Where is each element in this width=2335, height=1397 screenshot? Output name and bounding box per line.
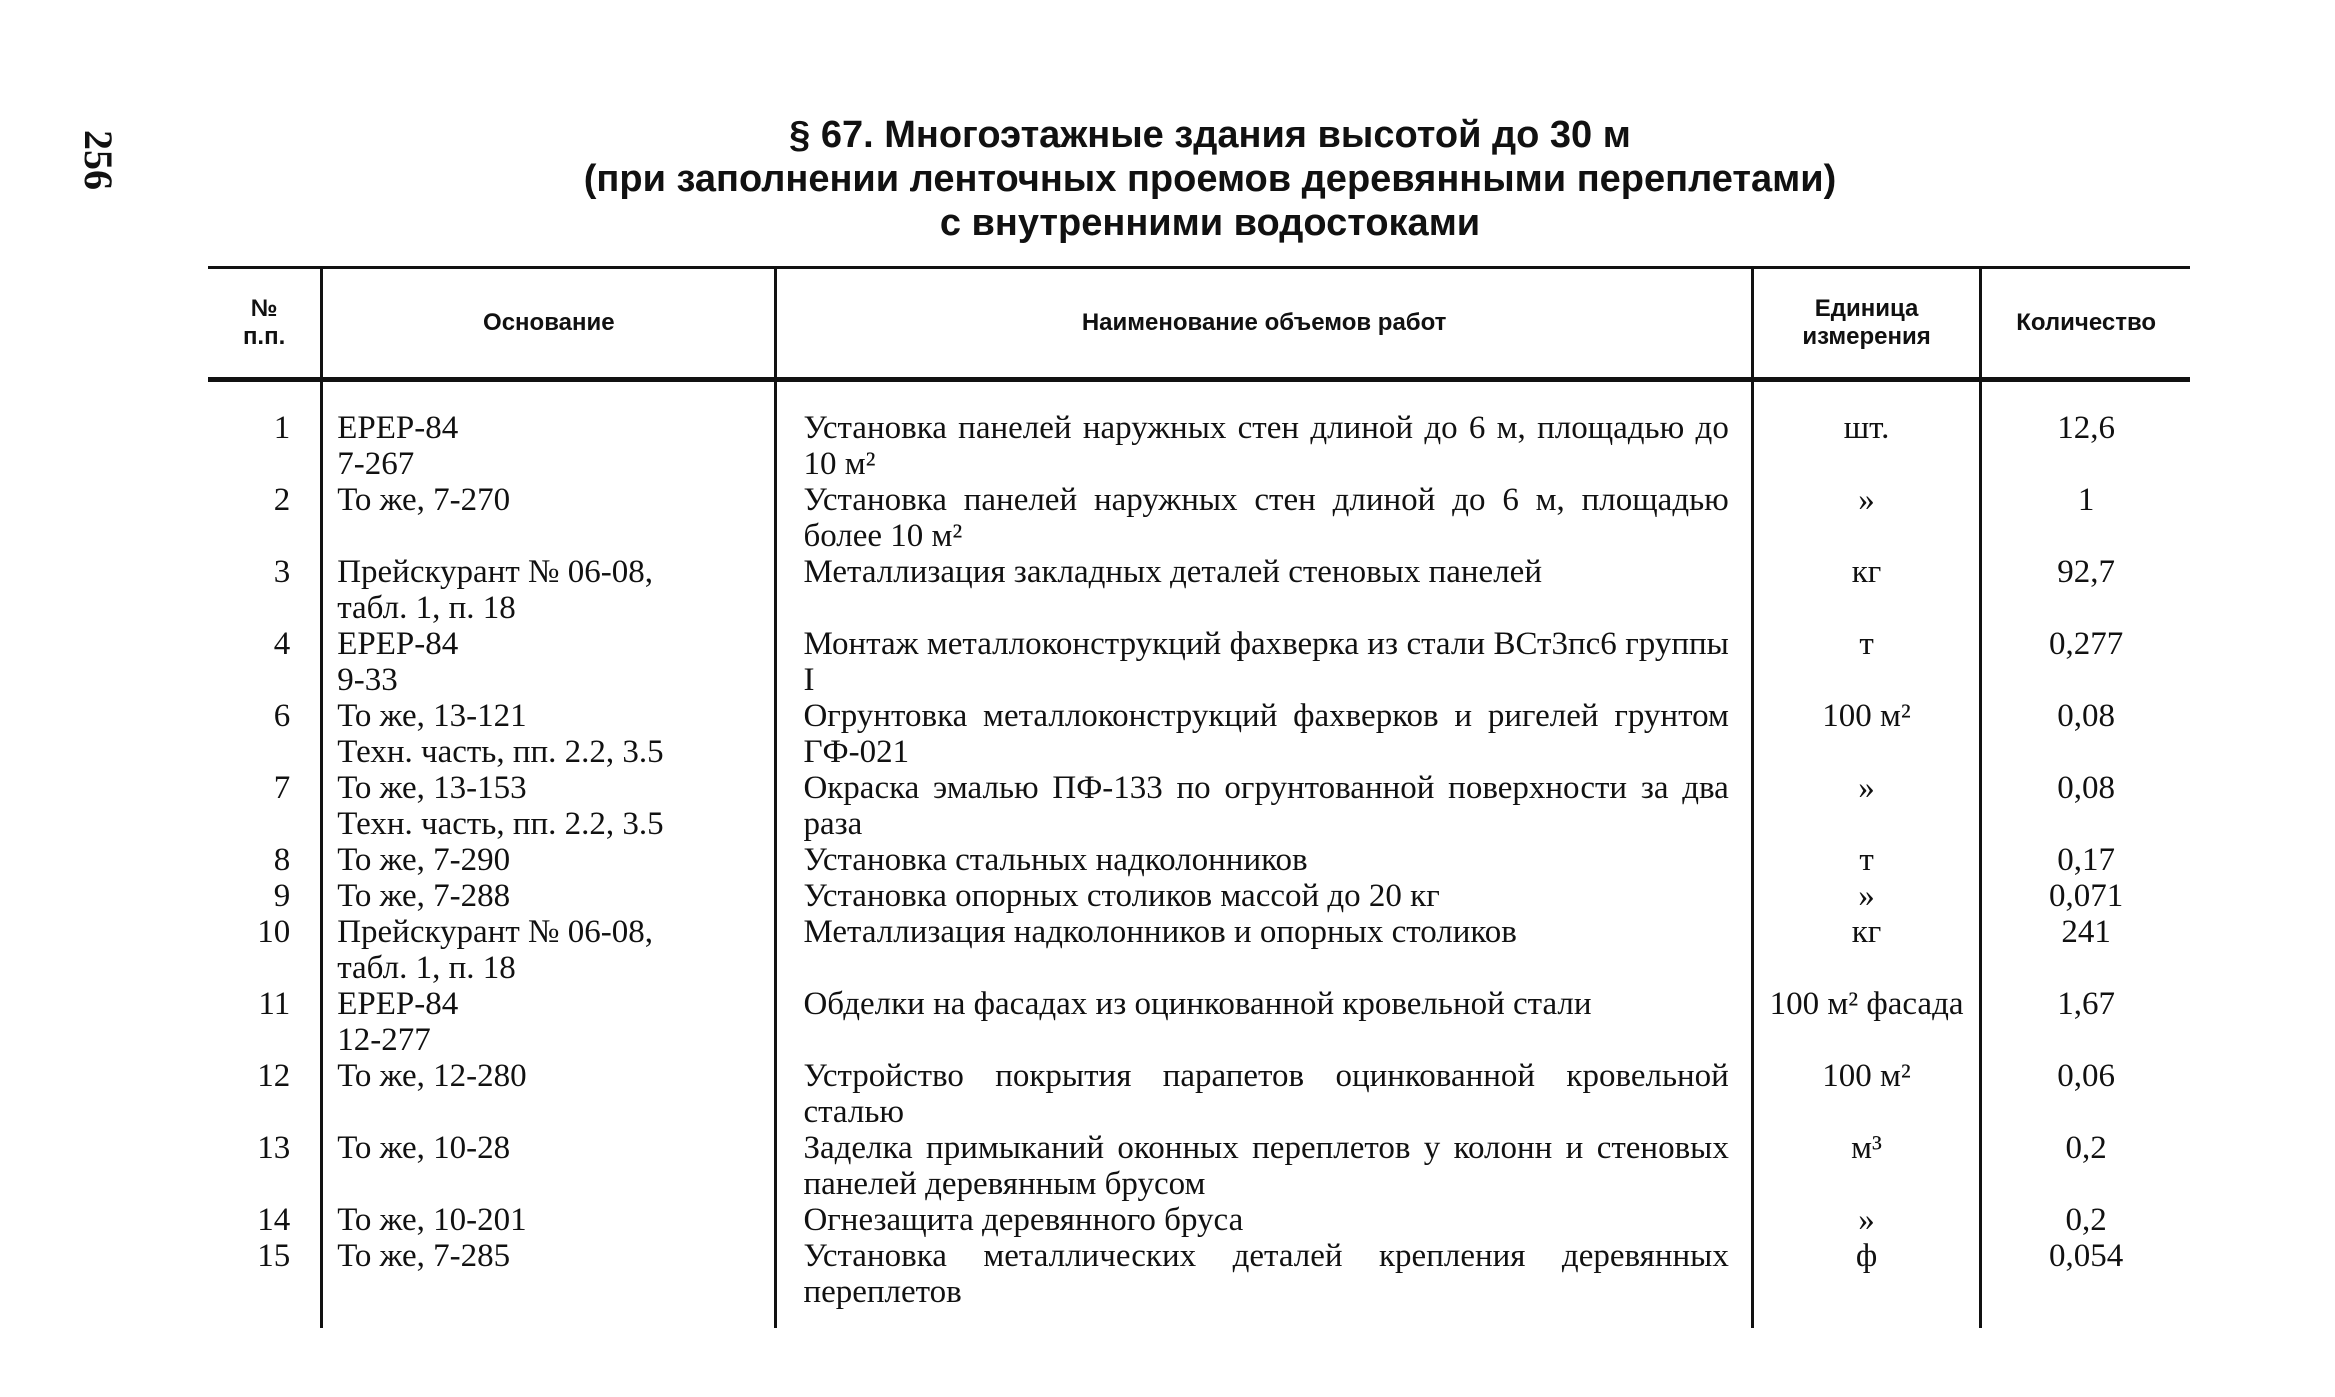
row-number: 4 [273, 626, 291, 662]
row-work-name: Огрунтовка металлоконструкций фахверков и ригелей грунтом ГФ-021 [776, 698, 1752, 770]
row-number: 10 [257, 914, 291, 950]
basis-line: То же, 10-201 [337, 1202, 527, 1238]
row-unit: 100 м² [1752, 1058, 1980, 1130]
row-unit: ф [1752, 1238, 1980, 1328]
basis-line: Прейскурант № 06-08, [337, 554, 654, 590]
table-row [208, 914, 2190, 986]
basis-line: То же, 7-270 [337, 482, 511, 518]
row-basis [322, 986, 776, 1058]
title-line-1: § 67. Многоэтажные здания высотой до 30 м [789, 114, 1631, 156]
row-work-name: Обделки на фасадах из оцинкованной кровельной стали [776, 986, 1752, 1058]
row-quantity: 0,277 [1981, 626, 2190, 698]
row-quantity: 0,2 [1981, 1130, 2190, 1202]
table-row [208, 1130, 2190, 1202]
basis-line: То же, 13-121 [337, 698, 527, 734]
row-basis [322, 914, 776, 986]
header-quantity: Количество [1981, 268, 2190, 380]
row-basis [322, 1238, 776, 1328]
row-basis [322, 554, 776, 626]
table-row [208, 986, 2190, 1058]
basis-line: То же, 7-288 [337, 878, 511, 914]
row-number: 9 [273, 878, 291, 914]
row-basis [322, 626, 776, 698]
row-number: 12 [257, 1058, 291, 1094]
row-unit: 100 м² [1752, 698, 1980, 770]
row-number: 1 [273, 410, 291, 446]
basis-line: 7-267 [337, 446, 415, 482]
basis-line: То же, 13-153 [337, 770, 527, 806]
basis-line: ЕРЕР-84 [337, 410, 459, 446]
row-quantity: 1 [1981, 482, 2190, 554]
row-number: 2 [273, 482, 291, 518]
table-row [208, 482, 2190, 554]
basis-line: То же, 7-285 [337, 1238, 511, 1274]
table-row [208, 1202, 2190, 1238]
table-row [208, 1058, 2190, 1130]
row-unit: т [1752, 626, 1980, 698]
row-basis [322, 842, 776, 878]
row-work-name: Установка панелей наружных стен длиной до 6 м, площадью более 10 м² [776, 482, 1752, 554]
table-row [208, 626, 2190, 698]
row-unit: » [1752, 878, 1980, 914]
header-unit: Единица измерения [1752, 268, 1980, 380]
header-num: № п.п. [208, 268, 322, 380]
row-basis [322, 1130, 776, 1202]
row-work-name: Установка металлических деталей крепления деревянных переплетов [776, 1238, 1752, 1328]
row-number: 3 [273, 554, 291, 590]
page-number: 256 [76, 130, 121, 190]
basis-line: 12-277 [337, 1022, 431, 1058]
row-basis [322, 698, 776, 770]
basis-line: табл. 1, п. 18 [337, 950, 516, 986]
basis-line: Прейскурант № 06-08, [337, 914, 654, 950]
basis-line: Техн. часть, пп. 2.2, 3.5 [337, 734, 664, 770]
row-work-name: Металлизация закладных деталей стеновых панелей [776, 554, 1752, 626]
basis-line: ЕРЕР-84 [337, 986, 459, 1022]
row-basis [322, 1058, 776, 1130]
table-row [208, 554, 2190, 626]
basis-line: То же, 10-28 [337, 1130, 511, 1166]
row-basis [322, 380, 776, 483]
title-line-2: (при заполнении ленточных проемов деревянными переплетами) [583, 158, 1837, 200]
row-unit: шт. [1752, 380, 1980, 483]
row-number: 11 [258, 986, 291, 1022]
row-number: 8 [273, 842, 291, 878]
table-row [208, 698, 2190, 770]
row-unit: т [1752, 842, 1980, 878]
row-basis [322, 482, 776, 554]
basis-line: То же, 7-290 [337, 842, 511, 878]
basis-line: То же, 12-280 [337, 1058, 527, 1094]
row-work-name: Окраска эмалью ПФ-133 по огрунтованной поверхности за два раза [776, 770, 1752, 842]
table-row [208, 380, 2190, 483]
row-work-name: Установка стальных надколонников [776, 842, 1752, 878]
row-quantity: 12,6 [1981, 380, 2190, 483]
row-work-name: Установка опорных столиков массой до 20 кг [776, 878, 1752, 914]
table-row [208, 770, 2190, 842]
section-title [420, 113, 2000, 245]
row-number: 15 [257, 1238, 291, 1274]
row-quantity: 1,67 [1981, 986, 2190, 1058]
row-quantity: 0,071 [1981, 878, 2190, 914]
row-basis [322, 770, 776, 842]
row-quantity: 0,17 [1981, 842, 2190, 878]
header-name: Наименование объемов работ [776, 268, 1752, 380]
row-number: 13 [257, 1130, 291, 1166]
row-basis [322, 878, 776, 914]
row-quantity: 241 [1981, 914, 2190, 986]
row-unit: » [1752, 1202, 1980, 1238]
row-work-name: Заделка примыканий оконных переплетов у колонн и стеновых панелей деревянным брусом [776, 1130, 1752, 1202]
row-number: 14 [257, 1202, 291, 1238]
table-header-row [208, 268, 2190, 380]
row-basis [322, 1202, 776, 1238]
row-work-name: Устройство покрытия парапетов оцинкованной кровельной сталью [776, 1058, 1752, 1130]
work-volume-table [208, 266, 2190, 1328]
row-unit: » [1752, 482, 1980, 554]
header-basis: Основание [322, 268, 776, 380]
row-quantity: 92,7 [1981, 554, 2190, 626]
table-row [208, 878, 2190, 914]
row-work-name: Огнезащита деревянного бруса [776, 1202, 1752, 1238]
row-work-name: Металлизация надколонников и опорных столиков [776, 914, 1752, 986]
basis-line: табл. 1, п. 18 [337, 590, 516, 626]
row-unit: м³ [1752, 1130, 1980, 1202]
row-work-name: Установка панелей наружных стен длиной до 6 м, площадью до 10 м² [776, 380, 1752, 483]
row-unit: кг [1752, 554, 1980, 626]
basis-line: 9-33 [337, 662, 398, 698]
row-unit: кг [1752, 914, 1980, 986]
row-unit: » [1752, 770, 1980, 842]
title-line-3: с внутренними водостоками [939, 202, 1481, 244]
basis-line: ЕРЕР-84 [337, 626, 459, 662]
row-number: 7 [273, 770, 291, 806]
table-row [208, 842, 2190, 878]
table-row [208, 1238, 2190, 1328]
basis-line: Техн. часть, пп. 2.2, 3.5 [337, 806, 664, 842]
row-quantity: 0,08 [1981, 770, 2190, 842]
row-quantity: 0,2 [1981, 1202, 2190, 1238]
row-quantity: 0,08 [1981, 698, 2190, 770]
row-number: 6 [273, 698, 291, 734]
row-unit: 100 м² фасада [1752, 986, 1980, 1058]
row-work-name: Монтаж металлоконструкций фахверка из стали ВСт3пс6 группы I [776, 626, 1752, 698]
row-quantity: 0,06 [1981, 1058, 2190, 1130]
row-quantity: 0,054 [1981, 1238, 2190, 1328]
